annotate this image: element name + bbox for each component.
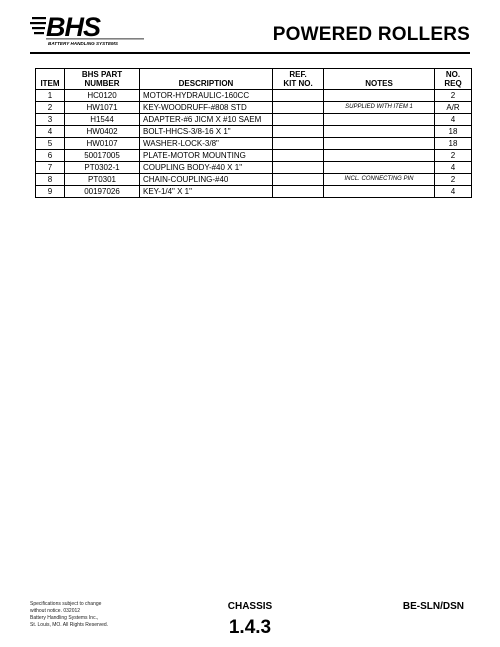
cell-item: 3 — [36, 114, 65, 126]
cell-notes — [324, 162, 435, 174]
disclaimer-line: Battery Handling Systems Inc., — [30, 615, 99, 621]
col-ref-label-1: REF. — [289, 70, 307, 79]
cell-part-number: HC0120 — [65, 90, 140, 102]
logo-text: BHS — [46, 12, 101, 42]
footer-model-code: BE-SLN/DSN — [402, 601, 464, 612]
cell-part-number: 50017005 — [65, 150, 140, 162]
cell-quantity: 2 — [435, 90, 472, 102]
cell-item: 5 — [36, 138, 65, 150]
cell-item: 2 — [36, 102, 65, 114]
title-divider — [30, 52, 470, 54]
cell-description: PLATE-MOTOR MOUNTING — [140, 150, 273, 162]
cell-description: CHAIN-COUPLING-#40 — [140, 174, 273, 186]
cell-quantity: 4 — [435, 162, 472, 174]
parts-table — [35, 68, 472, 198]
cell-description: WASHER-LOCK-3/8" — [140, 138, 273, 150]
cell-ref-kit — [273, 174, 324, 186]
bhs-logo — [30, 10, 160, 50]
logo-rule — [46, 39, 144, 40]
cell-description: BOLT-HHCS-3/8-16 X 1" — [140, 126, 273, 138]
cell-notes: SUPPLIED WITH ITEM 1 — [324, 102, 435, 114]
cell-ref-kit — [273, 114, 324, 126]
cell-part-number: PT0302-1 — [65, 162, 140, 174]
cell-quantity: 18 — [435, 126, 472, 138]
parts-table-header — [36, 69, 472, 90]
cell-part-number: HW1071 — [65, 102, 140, 114]
col-part-label-2: NUMBER — [84, 79, 120, 88]
cell-quantity: 2 — [435, 174, 472, 186]
cell-notes — [324, 126, 435, 138]
disclaimer-line: St. Louis, MO. All Rights Reserved. — [30, 622, 109, 628]
footer-disclaimer — [30, 601, 170, 629]
footer-page-number: 1.4.3 — [228, 617, 272, 638]
cell-item: 6 — [36, 150, 65, 162]
cell-ref-kit — [273, 162, 324, 174]
footer-section-name: CHASSIS — [227, 601, 273, 612]
cell-item: 4 — [36, 126, 65, 138]
cell-description: KEY-1/4" X 1" — [140, 186, 273, 198]
bhs-logo-mark — [30, 10, 160, 50]
disclaimer-line: without notice. 032012 — [30, 608, 81, 614]
disclaimer-line: Specifications subject to change — [30, 601, 102, 607]
cell-quantity: 4 — [435, 186, 472, 198]
header-row — [36, 69, 472, 90]
cell-part-number: 00197026 — [65, 186, 140, 198]
col-req-label-2: REQ — [444, 79, 462, 88]
col-notes-label: NOTES — [365, 79, 393, 88]
cell-description: MOTOR-HYDRAULIC-160CC — [140, 90, 273, 102]
cell-notes — [324, 150, 435, 162]
table-row — [36, 186, 472, 198]
cell-description: KEY-WOODRUFF-#808 STD — [140, 102, 273, 114]
cell-ref-kit — [273, 90, 324, 102]
cell-quantity: 2 — [435, 150, 472, 162]
cell-quantity: A/R — [435, 102, 472, 114]
col-ref-label-2: KIT NO. — [283, 79, 313, 88]
col-part-label-1: BHS PART — [81, 70, 123, 79]
table-row — [36, 90, 472, 102]
cell-quantity: 4 — [435, 114, 472, 126]
table-row — [36, 162, 472, 174]
col-item-header — [36, 69, 65, 90]
col-notes-header — [324, 69, 435, 90]
parts-table-body — [36, 90, 472, 198]
cell-item: 9 — [36, 186, 65, 198]
col-description-label: DESCRIPTION — [178, 79, 234, 88]
cell-ref-kit — [273, 186, 324, 198]
table-row — [36, 114, 472, 126]
cell-part-number: PT0301 — [65, 174, 140, 186]
cell-ref-kit — [273, 102, 324, 114]
col-description-header — [140, 69, 273, 90]
cell-item: 7 — [36, 162, 65, 174]
cell-item: 1 — [36, 90, 65, 102]
cell-item: 8 — [36, 174, 65, 186]
cell-notes — [324, 186, 435, 198]
cell-ref-kit — [273, 150, 324, 162]
table-row — [36, 102, 472, 114]
col-ref-header — [273, 69, 324, 90]
cell-part-number: H1544 — [65, 114, 140, 126]
cell-notes — [324, 114, 435, 126]
cell-part-number: HW0402 — [65, 126, 140, 138]
cell-notes — [324, 90, 435, 102]
speed-lines — [30, 17, 46, 34]
cell-ref-kit — [273, 138, 324, 150]
page-title: POWERED ROLLERS — [272, 24, 470, 45]
cell-part-number: HW0107 — [65, 138, 140, 150]
col-part-header — [65, 69, 140, 90]
col-item-label: ITEM — [40, 79, 60, 88]
table-row — [36, 150, 472, 162]
cell-notes: INCL. CONNECTING PIN — [324, 174, 435, 186]
cell-description: ADAPTER-#6 JICM X #10 SAEM — [140, 114, 273, 126]
cell-quantity: 18 — [435, 138, 472, 150]
cell-notes — [324, 138, 435, 150]
table-row — [36, 174, 472, 186]
table-row — [36, 126, 472, 138]
col-req-label-1: NO. — [445, 70, 461, 79]
logo-tagline: BATTERY HANDLING SYSTEMS — [48, 41, 118, 46]
cell-ref-kit — [273, 126, 324, 138]
col-req-header — [435, 69, 472, 90]
table-row — [36, 138, 472, 150]
cell-description: COUPLING BODY-#40 X 1" — [140, 162, 273, 174]
